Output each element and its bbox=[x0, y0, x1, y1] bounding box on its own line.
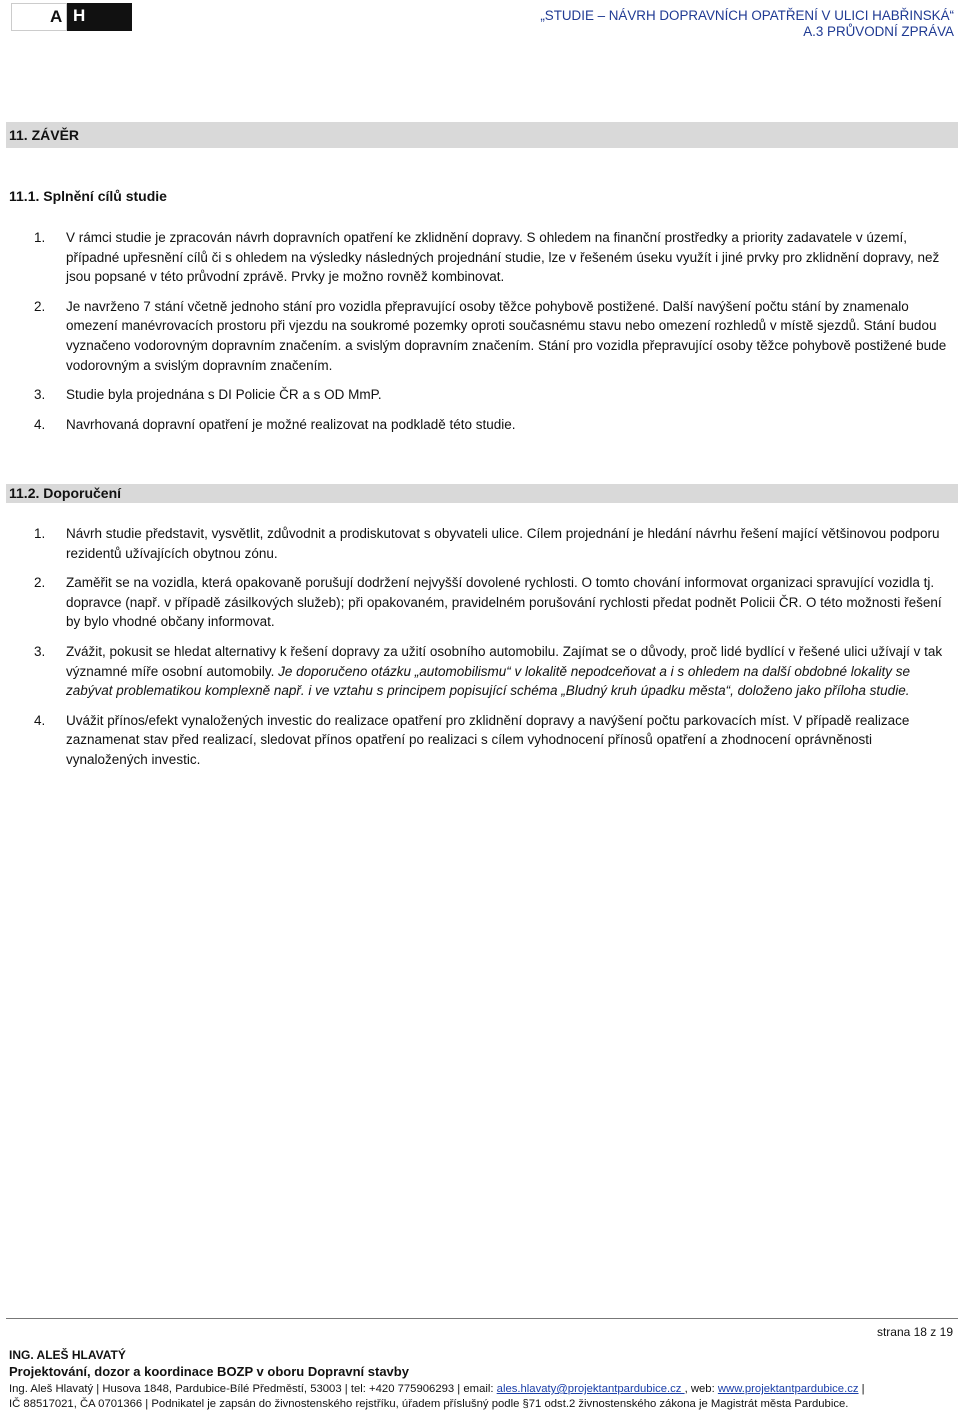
item-number: 3. bbox=[34, 643, 46, 659]
subsection-heading-goals: 11.1. Splnění cílů studie bbox=[9, 188, 167, 204]
footer-author-title: Projektování, dozor a koordinace BOZP v oboru Dopravní stavby bbox=[9, 1364, 409, 1379]
list-item bbox=[9, 524, 951, 563]
list-item bbox=[9, 297, 951, 375]
logo-letter-a: A bbox=[50, 7, 63, 26]
item-text: Uvážit přínos/efekt vynaložených investic do realizace opatření pro zklidnění dopravy a navýšení počtu parkovacích míst. V případě realizace zaznamenat stav před realizací, sledovat přínos opatření po realizaci s cílem vyhodnocení přínosů opatření a zhodnocení oprávněnosti vynaložených investic. bbox=[66, 712, 910, 767]
website-link[interactable]: www.projektantpardubice.cz bbox=[717, 1383, 859, 1395]
footer-divider bbox=[6, 1318, 958, 1319]
list-item bbox=[9, 711, 951, 770]
item-number: 1. bbox=[34, 230, 46, 245]
subsection-heading-recommendations: 11.2. Doporučení bbox=[6, 484, 958, 503]
item-number: 2. bbox=[34, 575, 46, 591]
footer-contact-line bbox=[9, 1383, 865, 1395]
item-number: 2. bbox=[34, 298, 46, 314]
logo-right-block bbox=[67, 3, 132, 31]
item-text-italic: Je doporučeno otázku „automobilismu“ v lokalitě nepodceňovat a i s ohledem na další obdobné lokality se zabývat problematikou komplexně např. i ve vztahu s principem popisující schéma „Bludný kruh úpadku města“, doloženo jako příloha studie. bbox=[66, 663, 910, 699]
logo-left-block bbox=[11, 3, 67, 31]
footer-author-name: ING. ALEŠ HLAVATÝ bbox=[9, 1348, 126, 1362]
item-text: Návrh studie představit, vysvětlit, zdůvodnit a prodiskutovat s obyvateli ulice. Cílem projednání je hledání návrhu řešení mající většinovou podporu rezidentů užívajících obytnou zónu. bbox=[66, 526, 940, 561]
list-item bbox=[9, 228, 951, 287]
logo-letter-h: H bbox=[73, 6, 86, 25]
footer-contact-sep: , web: bbox=[684, 1383, 718, 1395]
company-logo bbox=[11, 3, 121, 31]
item-text: Zvážit, pokusit se hledat alternativy k řešení dopravy za užití osobního automobilu. Zajímat se o důvody, proč lidé bydlící v řešené ulici užívají v tak významné míře osobní automobily. bbox=[66, 643, 943, 679]
footer-registration-line: IČ 88517021, ČA 0701366 | Podnikatel je zapsán do živnostenského rejstříku, úřadem příslušný podle §71 odst.2 živnostenského zákona je Magistrát města Pardubice. bbox=[9, 1398, 849, 1410]
footer-contact-text: Ing. Aleš Hlavatý | Husova 1848, Pardubice-Bílé Předměstí, 53003 | tel: +420 775906293 | email: bbox=[9, 1383, 497, 1395]
page-number: strana 18 z 19 bbox=[876, 1325, 953, 1339]
list-item bbox=[9, 415, 951, 435]
header-subtitle: A.3 PRŮVODNÍ ZPRÁVA bbox=[803, 24, 954, 39]
item-text: Navrhovaná dopravní opatření je možné realizovat na podkladě této studie. bbox=[66, 416, 516, 432]
recommendations-list bbox=[9, 524, 951, 780]
item-number: 1. bbox=[34, 526, 46, 541]
item-number: 4. bbox=[34, 712, 46, 728]
item-text: V rámci studie je zpracován návrh dopravních opatření ke zklidnění dopravy. S ohledem na finanční prostředky a priority zadavatele v území, případné upřesnění cílů či s ohledem na výsledky následných projednání studie, lze v řešeném úseku využít i jiné prvky pro zklidnění dopravy, než jsou popsané v této průvodní zprávě. Prvky je možno rovněž kombinovat. bbox=[66, 230, 940, 285]
item-number: 3. bbox=[34, 387, 46, 403]
item-number: 4. bbox=[34, 416, 46, 432]
item-text: Je navrženo 7 stání včetně jednoho stání pro vozidla přepravující osoby těžce pohybově postižené. Další navýšení počtu stání by znamenalo omezení manévrovacích prostoru při vjezdu na soukromé pozemky oproti současnému stavu nebo omezení rozhledů v místě sjezdů. Stání budou vyznačeno vodorovným dopravním značením. a svislým dopravním značením. Stání pro vozidla přepravující osoby těžce pohybově postižené bude vodorovným a svislým dopravním značením. bbox=[66, 298, 947, 373]
goals-list bbox=[9, 228, 951, 444]
list-item bbox=[9, 385, 951, 405]
header-title: „STUDIE – NÁVRH DOPRAVNÍCH OPATŘENÍ V ULICI HABŘINSKÁ“ bbox=[540, 8, 954, 23]
item-text: Studie byla projednána s DI Policie ČR a s OD MmP. bbox=[66, 387, 382, 403]
footer-contact-end: | bbox=[858, 1383, 865, 1395]
email-link[interactable]: ales.hlavaty@projektantpardubice.cz bbox=[496, 1383, 685, 1395]
list-item bbox=[9, 573, 951, 632]
section-heading: 11. ZÁVĚR bbox=[6, 122, 958, 148]
item-text: Zaměřit se na vozidla, která opakovaně porušují dodržení nejvyšší dovolené rychlosti. O tomto chování informovat organizaci spravující vozidla tj. dopravce (např. v případě zásilkových služeb); při opakovaném, pravidelném porušování rychlosti předat podnět Policii ČR. O této možnosti řešení by bylo vhodné občany informovat. bbox=[66, 575, 942, 630]
list-item bbox=[9, 642, 951, 701]
document-header bbox=[540, 8, 954, 40]
